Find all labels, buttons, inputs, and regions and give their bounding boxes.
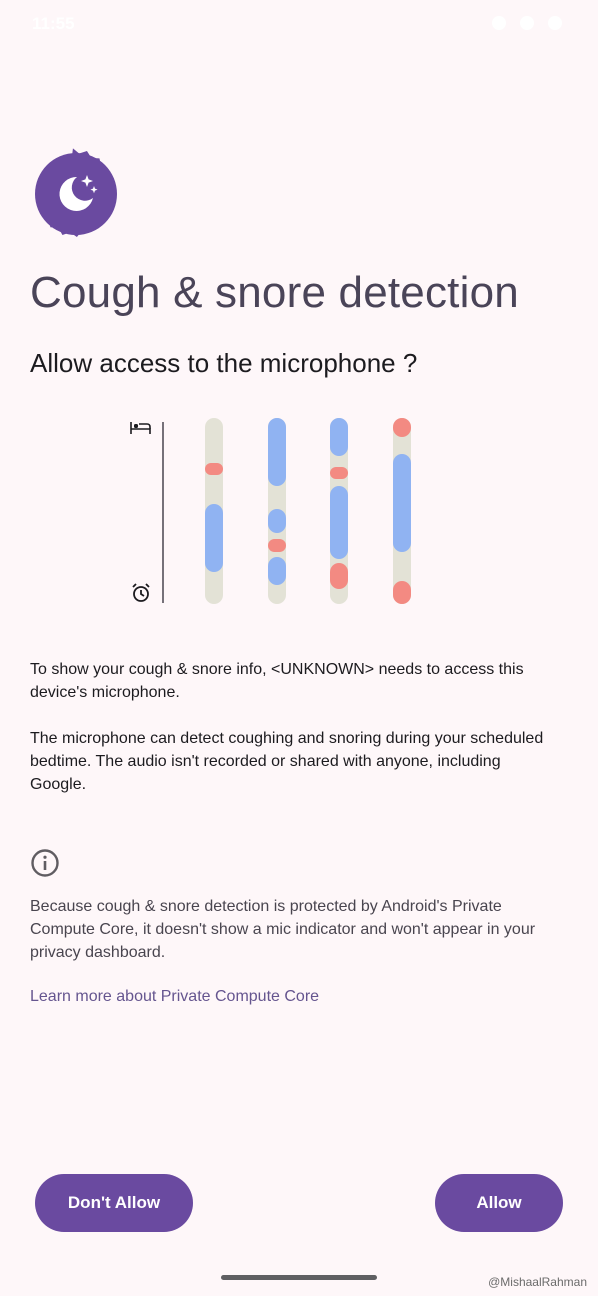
intro-text: To show your cough & snore info, <UNKNOWN> needs to access this device's microphone. xyxy=(30,661,524,701)
allow-button[interactable]: Allow xyxy=(435,1174,563,1232)
sleep-segment xyxy=(268,509,286,533)
watermark: @MishaalRahman xyxy=(488,1275,587,1289)
snore-segment xyxy=(205,463,223,475)
dont-allow-button[interactable]: Don't Allow xyxy=(35,1174,193,1232)
sleep-segment xyxy=(330,486,348,559)
sleep-segment xyxy=(268,418,286,486)
sleep-segment xyxy=(393,454,411,552)
status-icons xyxy=(492,16,562,30)
snore-segment xyxy=(268,539,286,552)
sleep-segment xyxy=(330,418,348,456)
sleep-segment xyxy=(268,557,286,585)
detail-text: The microphone can detect coughing and snoring during your scheduled bedtime. The audio isn't recorded or shared with anyone, including Google. xyxy=(30,730,544,793)
gesture-nav-handle[interactable] xyxy=(221,1275,377,1280)
page-subtitle: Allow access to the microphone ? xyxy=(30,348,418,378)
info-icon xyxy=(30,848,60,878)
battery-icon xyxy=(548,16,562,30)
snore-segment xyxy=(330,563,348,589)
learn-more-link[interactable]: Learn more about Private Compute Core xyxy=(30,988,320,1005)
moon-stars-icon xyxy=(30,148,122,240)
page-title: Cough & snore detection xyxy=(30,268,519,317)
snore-segment xyxy=(393,418,411,437)
bed-icon xyxy=(131,422,150,434)
wifi-icon xyxy=(520,16,534,30)
battery-saver-icon xyxy=(492,16,506,30)
alarm-clock-icon xyxy=(133,584,149,601)
sleep-session-illustration xyxy=(120,410,430,610)
status-time: 11:55 xyxy=(32,14,75,33)
sleep-segment xyxy=(205,504,223,572)
snore-segment xyxy=(330,467,348,479)
snore-segment xyxy=(393,581,411,604)
status-bar xyxy=(0,0,598,50)
private-compute-core-notice: Because cough & snore detection is protected by Android's Private Compute Core, it doesn't show a mic indicator and won't appear in your privacy dashboard. xyxy=(30,898,536,961)
